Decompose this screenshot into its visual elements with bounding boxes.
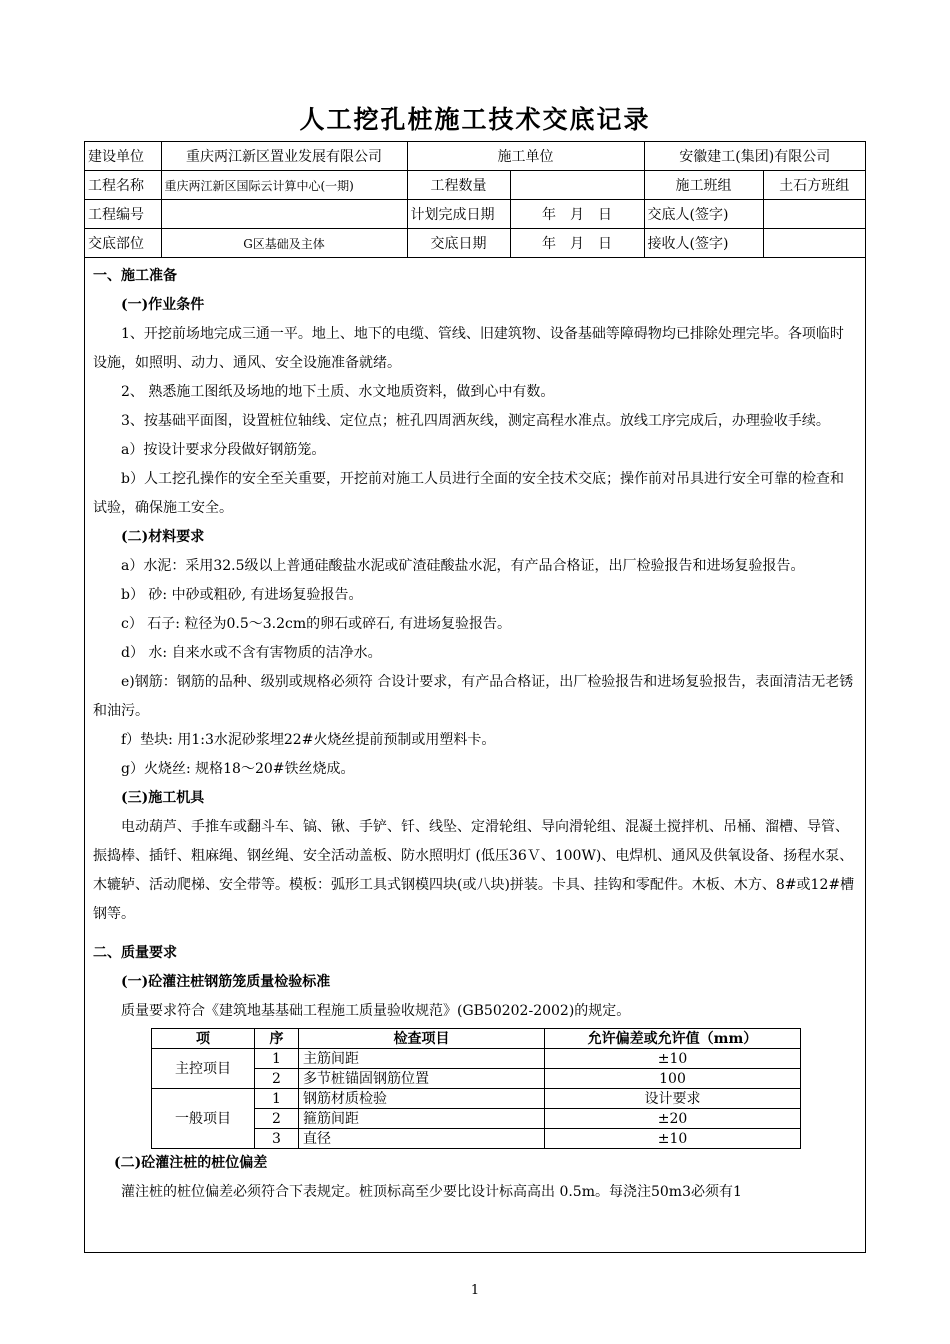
paragraph: a）按设计要求分段做好钢筋笼。 bbox=[121, 442, 326, 458]
row-item: 直径 bbox=[299, 1129, 545, 1149]
paragraph: 灌注桩的桩位偏差必须符合下表规定。桩顶标高至少要比设计标高高出 0.5m。每浇注50m3必须有1 bbox=[121, 1184, 742, 1200]
table-header: 项 bbox=[152, 1029, 255, 1049]
paragraph: g）火烧丝: 规格18～20#铁丝烧成。 bbox=[121, 761, 355, 777]
value-discloser-sign bbox=[763, 200, 865, 229]
paragraph: c） 石子: 粒径为0.5～3.2cm的卵石或碎石, 有进场复验报告。 bbox=[121, 616, 512, 632]
content-body bbox=[85, 258, 865, 1207]
row-value: 设计要求 bbox=[545, 1089, 801, 1109]
label-receiver-sign: 接收人(签字) bbox=[644, 229, 763, 258]
paragraph: 2、 熟悉施工图纸及场地的地下土质、水文地质资料，做到心中有数。 bbox=[121, 384, 555, 400]
subsection-heading: (二)材料要求 bbox=[121, 529, 205, 545]
row-item: 多节桩锚固钢筋位置 bbox=[299, 1069, 545, 1089]
value-contractor: 安徽建工(集团)有限公司 bbox=[644, 142, 865, 171]
paragraph: a）水泥：采用32.5级以上普通硅酸盐水泥或矿渣硅酸盐水泥，有产品合格证，出厂检验报告和进场复验报告。 bbox=[121, 558, 805, 574]
table-header: 检查项目 bbox=[299, 1029, 545, 1049]
row-item: 箍筋间距 bbox=[299, 1109, 545, 1129]
table-header: 允许偏差或允许值（mm） bbox=[545, 1029, 801, 1049]
paragraph: 电动葫芦、手推车或翻斗车、镐、锹、手铲、钎、线坠、定滑轮组、导向滑轮组、混凝土搅拌机、吊桶、溜槽、导管、振捣棒、插钎、粗麻绳、钢丝绳、安全活动盖板、防水照明灯 (低压36Ｖ、100W)、电焊机、通风及供氧设备、扬程水泵、木辘轳、活动爬梯、安全带等。模板：弧形工具式钢模四块(或八块)拼装。卡具、挂钩和零配件。木板、木方、8#或12#槽钢等。 bbox=[93, 819, 855, 922]
row-item: 钢筋材质检验 bbox=[299, 1089, 545, 1109]
label-planned-date: 计划完成日期 bbox=[407, 200, 510, 229]
page-number: 1 bbox=[470, 1283, 480, 1298]
row-no: 1 bbox=[255, 1089, 299, 1109]
paragraph: b）人工挖孔操作的安全至关重要，开挖前对施工人员进行全面的安全技术交底；操作前对吊具进行安全可靠的检查和试验，确保施工安全。 bbox=[93, 471, 844, 516]
label-discloser-sign: 交底人(签字) bbox=[644, 200, 763, 229]
group-main-control: 主控项目 bbox=[152, 1049, 255, 1089]
row-no: 3 bbox=[255, 1129, 299, 1149]
spacer bbox=[93, 929, 857, 939]
label-project-number: 工程编号 bbox=[85, 200, 161, 229]
paragraph: 1、开挖前场地完成三通一平。地上、地下的电缆、管线、旧建筑物、设备基础等障碍物均已排除处理完毕。各项临时设施，如照明、动力、通风、安全设施准备就绪。 bbox=[93, 326, 844, 371]
label-project-name: 工程名称 bbox=[85, 171, 161, 200]
group-general: 一般项目 bbox=[152, 1089, 255, 1149]
table-row bbox=[152, 1089, 801, 1109]
row-value: ±10 bbox=[545, 1129, 801, 1149]
value-quantity bbox=[510, 171, 644, 200]
subsection-heading: (二)砼灌注桩的桩位偏差 bbox=[114, 1155, 268, 1171]
row-no: 2 bbox=[255, 1069, 299, 1089]
label-construction-unit: 建设单位 bbox=[85, 142, 161, 171]
row-no: 2 bbox=[255, 1109, 299, 1129]
table-header: 序 bbox=[255, 1029, 299, 1049]
section-heading: 二、质量要求 bbox=[93, 945, 177, 961]
row-value: ±10 bbox=[545, 1049, 801, 1069]
table-header-row bbox=[152, 1029, 801, 1049]
table-row bbox=[152, 1049, 801, 1069]
value-planned-date: 年 月 日 bbox=[510, 200, 644, 229]
paragraph: e)钢筋：钢筋的品种、级别或规格必须符 合设计要求，有产品合格证，出厂检验报告和进场复验报告，表面清洁无老锈和油污。 bbox=[93, 674, 854, 719]
value-project-name: 重庆两江新区国际云计算中心(一期) bbox=[161, 171, 407, 200]
label-contractor: 施工单位 bbox=[407, 142, 644, 171]
header-row bbox=[85, 142, 865, 171]
header-row bbox=[85, 229, 865, 258]
row-value: ±20 bbox=[545, 1109, 801, 1129]
value-project-number bbox=[161, 200, 407, 229]
label-disclosure-part: 交底部位 bbox=[85, 229, 161, 258]
paragraph: 3、按基础平面图，设置桩位轴线、定位点；桩孔四周洒灰线，测定高程水准点。放线工序完成后，办理验收手续。 bbox=[121, 413, 830, 429]
value-receiver-sign bbox=[763, 229, 865, 258]
paragraph: 质量要求符合《建筑地基基础工程施工质量验收规范》(GB50202-2002)的规定。 bbox=[121, 1003, 631, 1019]
section-heading: 一、施工准备 bbox=[93, 268, 177, 284]
label-team: 施工班组 bbox=[644, 171, 763, 200]
header-row bbox=[85, 200, 865, 229]
value-disclosure-date: 年 月 日 bbox=[510, 229, 644, 258]
record-frame bbox=[84, 141, 866, 1253]
row-value: 100 bbox=[545, 1069, 801, 1089]
subsection-heading: (三)施工机具 bbox=[121, 790, 205, 806]
paragraph: f）垫块: 用1:3水泥砂浆埋22#火烧丝提前预制或用塑料卡。 bbox=[121, 732, 496, 748]
value-disclosure-part: G区基础及主体 bbox=[161, 229, 407, 258]
subsection-heading: (一)砼灌注桩钢筋笼质量检验标准 bbox=[121, 974, 331, 990]
paragraph: b） 砂: 中砂或粗砂, 有进场复验报告。 bbox=[121, 587, 363, 603]
page-title: 人工挖孔桩施工技术交底记录 bbox=[299, 105, 651, 134]
quality-table bbox=[151, 1028, 801, 1149]
row-item: 主筋间距 bbox=[299, 1049, 545, 1069]
header-row bbox=[85, 171, 865, 200]
value-team: 土石方班组 bbox=[763, 171, 865, 200]
paragraph: d） 水: 自来水或不含有害物质的洁净水。 bbox=[121, 645, 382, 661]
label-disclosure-date: 交底日期 bbox=[407, 229, 510, 258]
subsection-heading: (一)作业条件 bbox=[121, 297, 205, 313]
label-quantity: 工程数量 bbox=[407, 171, 510, 200]
value-construction-unit: 重庆两江新区置业发展有限公司 bbox=[161, 142, 407, 171]
header-table bbox=[85, 142, 865, 258]
row-no: 1 bbox=[255, 1049, 299, 1069]
